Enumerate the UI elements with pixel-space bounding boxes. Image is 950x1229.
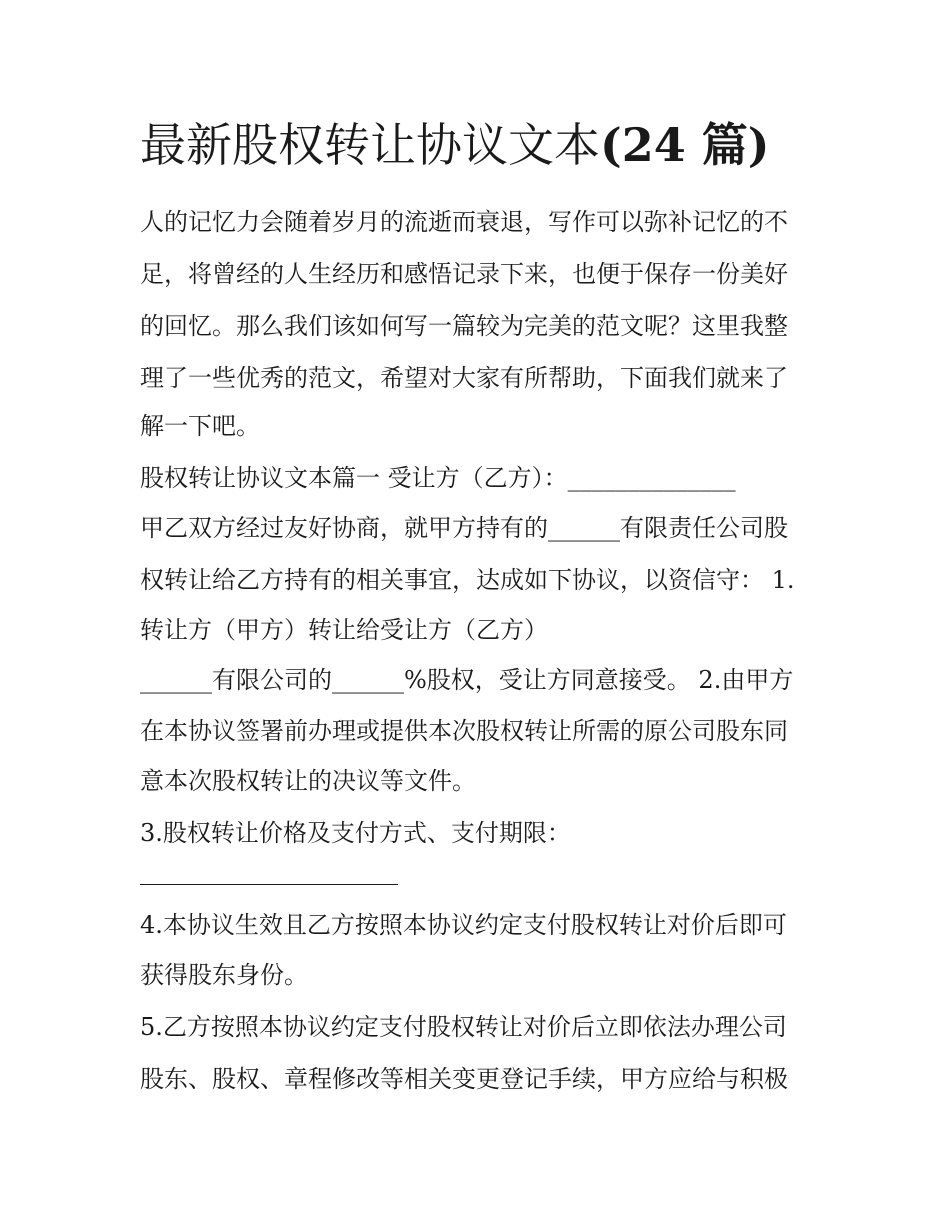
paragraph-line: 理了一些优秀的范文，希望对大家有所帮助，下面我们就来了 bbox=[140, 364, 788, 392]
clause-line: 3.股权转让价格及支付方式、支付期限： bbox=[140, 819, 571, 847]
document-title bbox=[140, 112, 840, 178]
paragraph-line: 的回忆。那么我们该如何写一篇较为完美的范文呢？这里我整 bbox=[140, 312, 788, 340]
clause-line: 股东、股权、章程修改等相关变更登记手续，甲方应给与积极 bbox=[140, 1065, 788, 1093]
paragraph-line: 转让方（甲方）转让给受让方（乙方） bbox=[140, 616, 548, 644]
document-title-text: 最新股权转让协议文本 bbox=[140, 118, 600, 172]
paragraph-line: 人的记忆力会随着岁月的流逝而衰退，写作可以弥补记忆的不 bbox=[140, 208, 788, 236]
blank-fill-line bbox=[140, 884, 398, 885]
paragraph-line: 意本次股权转让的决议等文件。 bbox=[140, 767, 476, 795]
paragraph-line: 解一下吧。 bbox=[140, 412, 260, 440]
paragraph-line: 在本协议签署前办理或提供本次股权转让所需的原公司股东同 bbox=[140, 717, 788, 745]
section-heading-line: 股权转让协议文本篇一 受让方（乙方）：______________ bbox=[140, 464, 736, 492]
clause-line: 5.乙方按照本协议约定支付股权转让对价后立即依法办理公司 bbox=[140, 1013, 787, 1041]
clause-line: 4.本协议生效且乙方按照本协议约定支付股权转让对价后即可 bbox=[140, 911, 787, 939]
paragraph-line: ______有限公司的______%股权，受让方同意接受。 2.由甲方 bbox=[140, 666, 794, 694]
document-title-count: (24 篇) bbox=[600, 118, 770, 172]
paragraph-line: 足，将曾经的人生经历和感悟记录下来，也便于保存一份美好 bbox=[140, 260, 788, 288]
paragraph-line: 权转让给乙方持有的相关事宜，达成如下协议，以资信守： 1. bbox=[140, 566, 795, 594]
clause-line: 获得股东身份。 bbox=[140, 961, 308, 989]
paragraph-line: 甲乙双方经过友好协商，就甲方持有的______有限责任公司股 bbox=[140, 514, 788, 542]
